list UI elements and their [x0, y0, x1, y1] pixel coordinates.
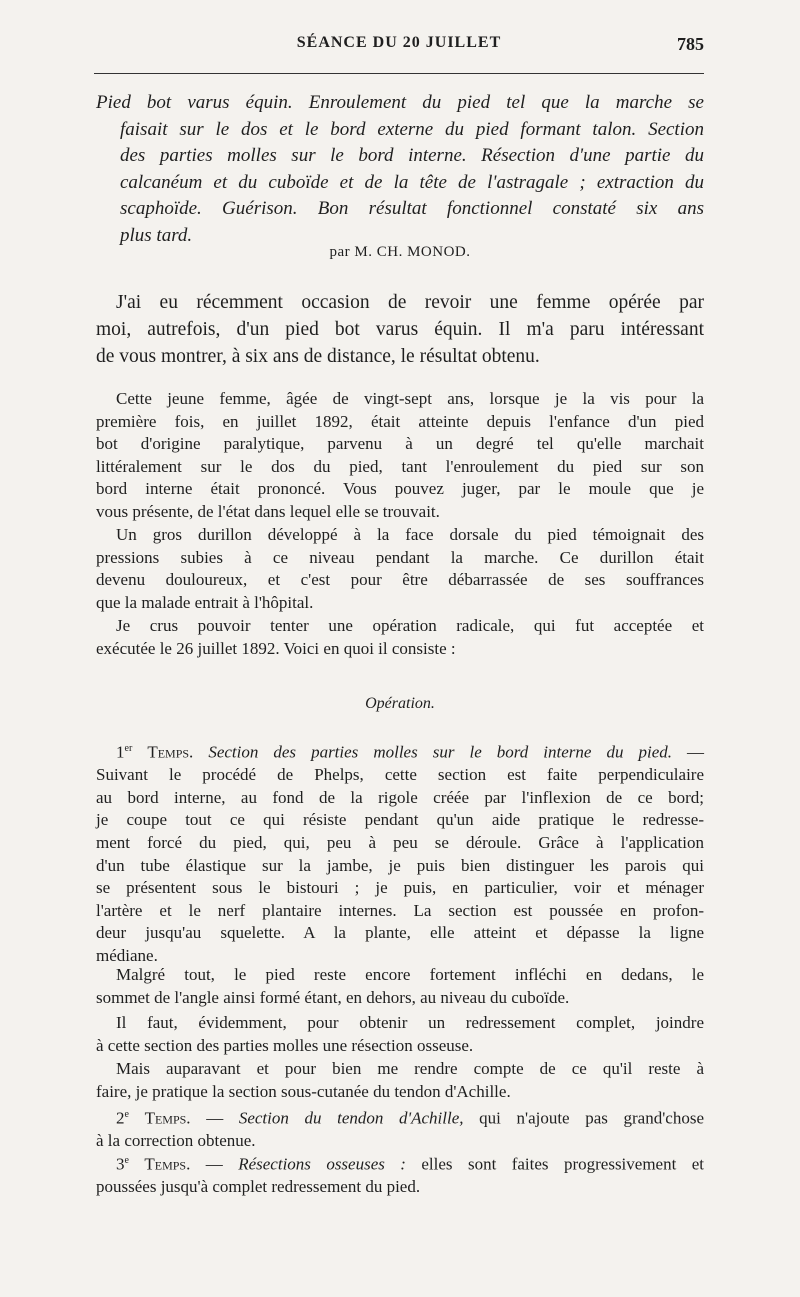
text-line: Cette jeune femme, âgée de vingt-sept ans, lorsque je la vis pour la: [116, 389, 704, 408]
text-line: je coupe tout ce qui résiste pendant qu'un aide pratique le redresse-: [96, 810, 704, 830]
text-line: ment forcé du pied, qui, peu à peu se déroule. Grâce à l'application: [96, 833, 704, 853]
step-3: [96, 1150, 704, 1199]
step-2: [96, 1104, 704, 1153]
text-line: Suivant le procédé de Phelps, cette section est faite perpendiculaire: [96, 765, 704, 785]
step-2-heading: [96, 1104, 704, 1130]
text-line: Mais auparavant et pour bien me rendre compte de ce qu'il reste à: [116, 1059, 704, 1078]
text-line: pressions subies à ce niveau pendant la marche. Ce durillon était: [96, 547, 704, 567]
step-text: qui n'ajoute pas grand'chose: [479, 1108, 704, 1128]
step-ordinal: e: [124, 1109, 129, 1120]
text-line: bord interne était prononcé. Vous pouvez juger, par le moule que je: [96, 479, 704, 499]
step-text: elles sont faites progressivement et: [421, 1154, 705, 1174]
step-label: Temps.: [144, 1154, 191, 1174]
text-line: médiane.: [96, 946, 158, 965]
running-header: [94, 34, 704, 58]
heading-line: des parties molles sur le bord interne. Résection d'une partie du: [120, 145, 704, 166]
step-dash: —: [205, 1154, 223, 1174]
text-line: bot d'origine paralytique, parvenu à un degré tel qu'elle marchait: [96, 434, 704, 454]
header-title: SÉANCE DU 20 JUILLET: [296, 34, 502, 51]
heading-line: scaphoïde. Guérison. Bon résultat fonctionnel constaté six ans: [120, 198, 704, 219]
text-line: Malgré tout, le pied reste encore fortement infléchi en dedans, le: [116, 965, 704, 984]
step-1: [96, 738, 704, 968]
text-line: J'ai eu récemment occasion de revoir une femme opérée par: [116, 292, 704, 313]
step-1-heading: [96, 738, 704, 764]
page-number: 785: [677, 34, 704, 54]
text-line: vous présente, de l'état dans lequel elle se trouvait.: [96, 501, 440, 521]
text-line: littéralement sur le dos du pied, tant l'enroulement du pied sur son: [96, 456, 704, 476]
paragraph-1: [96, 388, 704, 524]
step-3-heading: [96, 1150, 704, 1176]
step-number: 1: [116, 742, 125, 762]
header-rule: [94, 73, 704, 74]
byline: [96, 244, 704, 261]
section-title: Opération.: [365, 695, 435, 712]
text-line: première fois, en juillet 1892, était atteinte depuis l'enfance d'un pied: [96, 411, 704, 431]
article-heading: [96, 90, 704, 249]
text-line: au bord interne, au fond de la rigole créée par l'inflexion de ce bord;: [96, 787, 704, 807]
text-line: Un gros durillon développé à la face dorsale du pied témoignait des: [116, 525, 704, 544]
paragraph-6: [96, 1058, 704, 1103]
text-line: Je crus pouvoir tenter une opération radicale, qui fut acceptée et: [116, 616, 704, 635]
text-line: se présentent sous le bistouri ; je puis, en particulier, voir et ménager: [96, 878, 704, 898]
paragraph-3: [96, 615, 704, 660]
step-label: Temps.: [144, 1108, 191, 1128]
heading-line: calcanéum et du cuboïde et de la tête de l'astragale ; extraction du: [120, 171, 704, 193]
text-line: faire, je pratique la section sous-cutanée du tendon d'Achille.: [96, 1081, 511, 1101]
step-title: Section des parties molles sur le bord interne du pied.: [208, 742, 672, 762]
step-number: 3: [116, 1154, 125, 1174]
byline-prefix: par M.: [329, 244, 373, 260]
text-line: de vous montrer, à six ans de distance, le résultat obtenu.: [96, 346, 540, 367]
text-line: que la malade entrait à l'hôpital.: [96, 592, 314, 612]
step-ordinal: er: [124, 743, 133, 754]
paragraph-5: [96, 1012, 704, 1057]
step-title: Résections osseuses :: [238, 1154, 406, 1174]
text-line: à cette section des parties molles une résection osseuse.: [96, 1035, 474, 1055]
text-line: Il faut, évidemment, pour obtenir un redressement complet, joindre: [116, 1013, 704, 1032]
text-line: deur jusqu'au squelette. A la plante, elle atteint et dépasse la ligne: [96, 923, 704, 943]
step-number: 2: [116, 1108, 125, 1128]
text-line: l'artère et le nerf plantaire internes. La section est poussée en profon-: [96, 900, 704, 920]
text-line: sommet de l'angle ainsi formé étant, en dehors, au niveau du cuboïde.: [96, 987, 570, 1007]
heading-line: Pied bot varus équin. Enroulement du pied tel que la marche se: [96, 92, 704, 113]
text-line: à la correction obtenue.: [96, 1131, 256, 1151]
text-line: moi, autrefois, d'un pied bot varus équin. Il m'a paru intéressant: [96, 319, 704, 340]
author-name: CH. MONOD.: [376, 244, 471, 260]
step-title: Section du tendon d'Achille,: [238, 1108, 464, 1128]
text-line: exécutée le 26 juillet 1892. Voici en quoi il consiste :: [96, 638, 456, 658]
heading-line: faisait sur le dos et le bord externe du pied formant talon. Section: [120, 118, 704, 140]
paragraph-4: [96, 964, 704, 1009]
paragraph-2: [96, 524, 704, 614]
heading-line: plus tard.: [120, 224, 193, 246]
step-label: Temps.: [147, 742, 194, 762]
text-line: poussées jusqu'à complet redressement du pied.: [96, 1177, 421, 1197]
step-dash: —: [687, 742, 705, 762]
intro-paragraph: [96, 289, 704, 370]
text-line: devenu douloureux, et c'est pour être débarrassée de ses souffrances: [96, 570, 704, 590]
step-ordinal: e: [124, 1155, 129, 1166]
step-dash: —: [206, 1108, 224, 1128]
text-line: d'un tube élastique sur la jambe, je puis bien distinguer les parois qui: [96, 855, 704, 875]
